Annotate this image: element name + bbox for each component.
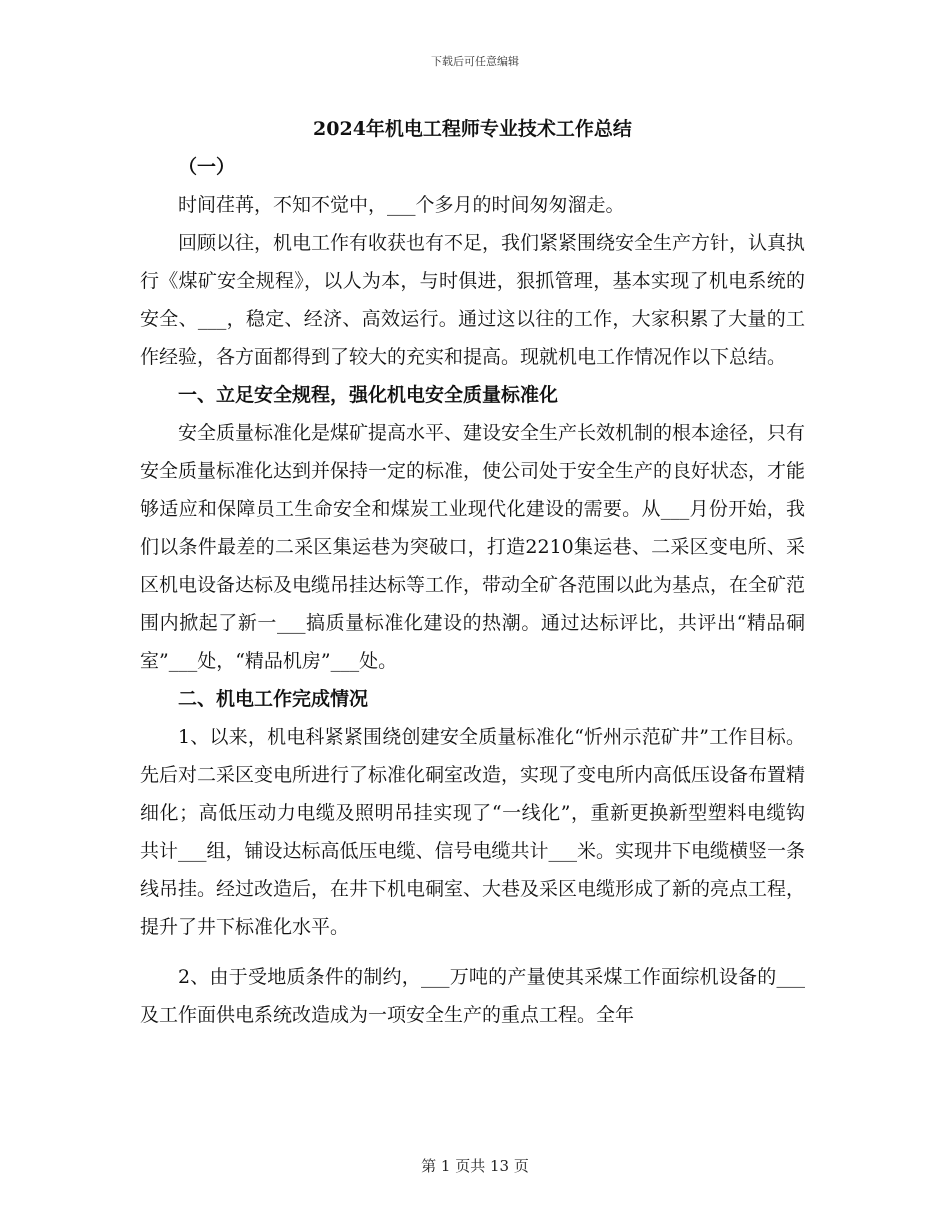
paragraph-3: 安全质量标准化是煤矿提高水平、建设安全生产长效机制的根本途径，只有安全质量标准化达到并保持一定的标准，使公司处于安全生产的良好状态，才能够适应和保障员工生命安全和煤炭工业现代化建设的需要。从___月份开始，我们以条件最差的二采区集运巷为突破口，打造2210集运巷、二采区变电所、采区机电设备达标及电缆吊挂达标等工作，带动全矿各范围以此为基点，在全矿范围内掀起了新一___搞质量标准化建设的热潮。通过达标评比，共评出“精品硐室”___处，“精品机房”___处。 <box>140 422 806 672</box>
heading-2: 二、机电工作完成情况 <box>178 688 369 710</box>
paragraph-1: 时间荏苒，不知不觉中，___个多月的时间匆匆溜走。 <box>178 194 625 216</box>
page-indicator: 第 1 页共 13 页 <box>421 1157 529 1175</box>
header-note: 下载后可任意编辑 <box>431 55 519 68</box>
heading-1: 一、立足安全规程，强化机电安全质量标准化 <box>178 384 559 406</box>
document-body <box>140 110 805 1034</box>
paragraph-2: 回顾以往，机电工作有收获也有不足，我们紧紧围绕安全生产方针，认真执行《煤矿安全规程》，以人为本，与时俱进，狠抓管理，基本实现了机电系统的安全、___，稳定、经济、高效运行。通过这以往的工作，大家积累了大量的工作经验，各方面都得到了较大的充实和提高。现就机电工作情况作以下总结。 <box>140 232 806 368</box>
section-label: （一） <box>178 156 236 178</box>
paragraph-spacer <box>140 946 805 958</box>
document-title: 2024年机电工程师专业技术工作总结 <box>313 118 632 140</box>
paragraph-5: 2、由于受地质条件的制约，___万吨的产量使其采煤工作面综机设备的___及工作面供电系统改造成为一项安全生产的重点工程。全年 <box>140 966 805 1026</box>
paragraph-4: 1、以来，机电科紧紧围绕创建安全质量标准化“忻州示范矿井”工作目标。先后对二采区变电所进行了标准化硐室改造，实现了变电所内高低压设备布置精细化；高低压动力电缆及照明吊挂实现了“一线化”，重新更换新型塑料电缆钩共计___组，铺设达标高低压电缆、信号电缆共计___米。实现井下电缆横竖一条线吊挂。经过改造后，在井下机电硐室、大巷及采区电缆形成了新的亮点工程，提升了井下标准化水平。 <box>140 726 806 938</box>
